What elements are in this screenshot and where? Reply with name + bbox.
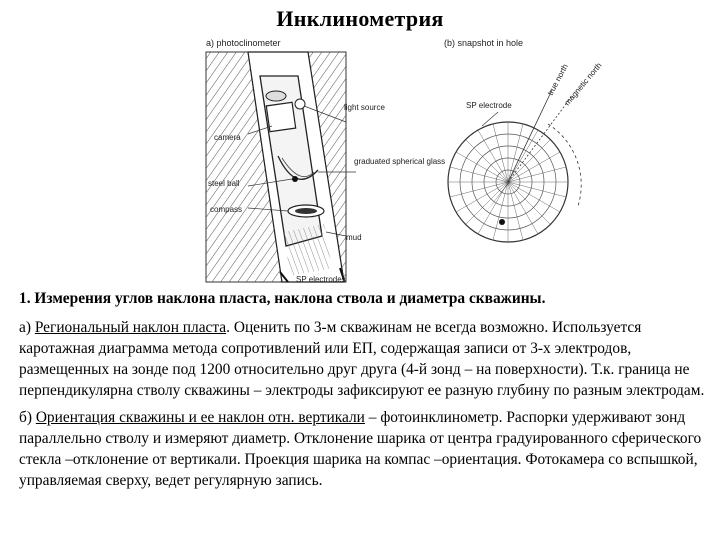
section-heading: 1. Измерения углов наклона пласта, наклона ствола и диаметра скважины. <box>19 290 546 307</box>
label-compass: compass <box>210 205 243 214</box>
label-magnetic-north: magnetic north <box>562 60 604 108</box>
paragraph-a <box>19 317 705 401</box>
paragraph-b-text: – фотоинклинометр. Распорки удерживают зонд параллельно стволу и измеряют диаметр. Отклонение шарика от центра градуированного сферического стекла –отклонение от вертикали. Проекция шарика на компас –ориентация. Фотокамера со вспышкой, управляемая сверху, ведет регулярную запись. <box>19 409 702 489</box>
snapshot-polar-grid <box>448 90 581 242</box>
content-text <box>19 288 705 491</box>
paragraph-a-prefix: а) <box>19 319 35 336</box>
label-true-north: true north <box>545 62 570 97</box>
panel-a-caption: a) photoclinometer <box>206 38 281 48</box>
paragraph-b <box>19 407 705 491</box>
label-sp-electrodes: SP electrodes <box>296 275 346 284</box>
paragraph-b-underlined: Ориентация скважины и ее наклон отн. вертикали <box>35 409 365 426</box>
label-steel-ball: steel ball <box>208 179 240 188</box>
page-title: Инклинометрия <box>276 6 444 31</box>
label-graduated-glass: graduated spherical glass <box>354 157 446 166</box>
photoclinometer-figure <box>196 36 620 284</box>
label-camera: camera <box>214 133 241 142</box>
label-sp-electrode: SP electrode <box>466 101 512 110</box>
panel-b-caption: (b) snapshot in hole <box>444 38 524 48</box>
paragraph-a-text: . Оценить по 3-м скважинам не всегда возможно. Используется каротажная диаграмма метода сопротивлений или ЕП, содержащая записи от 3-х электродов, размещенных на зонде под 1200 относительно друг друга (4-й зонд – на поверхности). Т.к. граница не перпендикулярна стволу скважины – электроды зафиксируют ее разную глубину по разным электродам. <box>19 319 705 399</box>
label-light-source: light source <box>344 103 385 112</box>
borehole-illustration <box>206 52 356 282</box>
label-mud: mud <box>346 233 362 242</box>
paragraph-b-prefix: б) <box>19 409 36 426</box>
paragraph-a-underlined: Региональный наклон пласта <box>34 319 227 336</box>
